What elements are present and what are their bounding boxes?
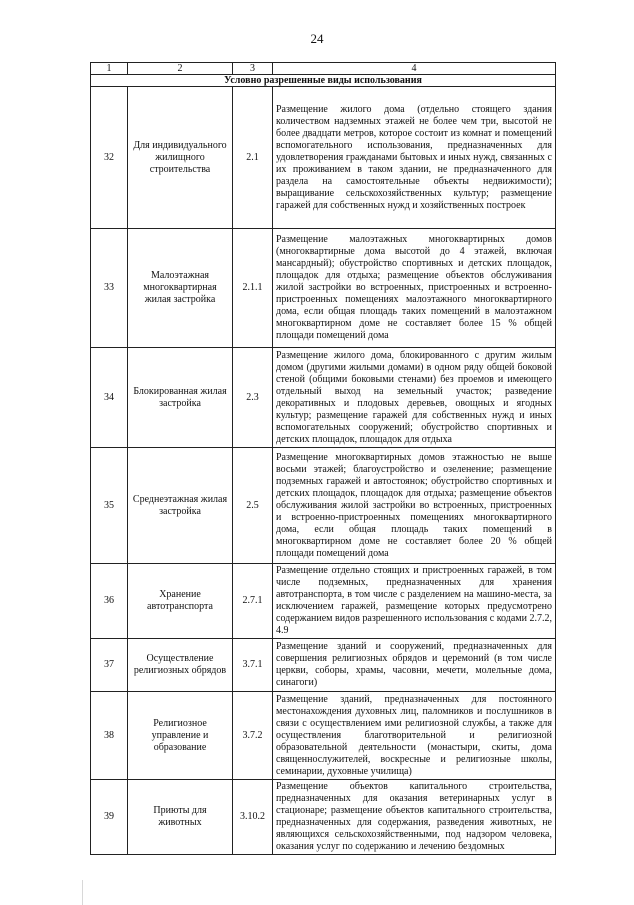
table-row (91, 87, 556, 229)
row-number: 36 (91, 564, 128, 639)
table-row (91, 448, 556, 564)
row-number: 33 (91, 229, 128, 348)
row-number: 32 (91, 87, 128, 229)
use-code: 2.1 (233, 87, 273, 229)
use-name: Приюты для животных (128, 780, 233, 855)
use-description: Размещение отдельно стоящих и пристроенных гаражей, в том числе подземных, предназначенных для хранения автотранспорта, в том числе с разделением на машино-места, за исключением гаражей, размещение которых предусмотрено содержанием видов разрешенного использования с кодами 2.7.2, 4.9 (273, 564, 556, 639)
table-row (91, 229, 556, 348)
scan-artifact-line (82, 880, 83, 905)
use-code: 3.7.2 (233, 692, 273, 780)
use-code: 2.7.1 (233, 564, 273, 639)
use-name: Блокированная жилая застройка (128, 348, 233, 448)
land-use-table (90, 62, 556, 855)
use-name: Для индивидуального жилищного строительства (128, 87, 233, 229)
use-code: 2.1.1 (233, 229, 273, 348)
use-description: Размещение зданий, предназначенных для постоянного местонахождения духовных лиц, паломников и послушников в связи с осуществлением ими религиозной службы, а также для осуществления благотворительной и религиозной образовательной деятельности (монастыри, скиты, дома священнослужителей, воскресные и религиозные школы, семинарии, духовные училища) (273, 692, 556, 780)
table-row (91, 639, 556, 692)
column-number: 2 (128, 63, 233, 75)
table-row (91, 692, 556, 780)
table-row (91, 348, 556, 448)
use-code: 2.5 (233, 448, 273, 564)
use-name: Хранение автотранспорта (128, 564, 233, 639)
section-header-row (91, 75, 556, 87)
use-description: Размещение жилого дома, блокированного с другим жилым домом (другими жилыми домами) в одном ряду общей боковой стеной (общими боковыми стенами) без проемов и имеющего отдельный выход на земельный участок; разведение декоративных и плодовых деревьев, овощных и ягодных культур; размещение гаражей для собственных нужд и иных вспомогательных сооружений; обустройство спортивных и детских площадок, площадок для отдыха (273, 348, 556, 448)
use-description: Размещение многоквартирных домов этажностью не выше восьми этажей; благоустройство и озеленение; размещение подземных гаражей и автостоянок; обустройство спортивных и детских площадок, площадок для отдыха; размещение объектов обслуживания жилой застройки во встроенных, пристроенных и встроенно-пристроенных помещениях многоквартирного дома, если общая площадь таких помещений в многоквартирном доме не составляет более 20 % общей площади помещений дома (273, 448, 556, 564)
column-number: 1 (91, 63, 128, 75)
column-number-row (91, 63, 556, 75)
use-code: 2.3 (233, 348, 273, 448)
column-number: 4 (273, 63, 556, 75)
row-number: 38 (91, 692, 128, 780)
use-description: Размещение объектов капитального строительства, предназначенных для оказания ветеринарных услуг в стационаре; размещение объектов капитального строительства, предназначенных для содержания, разведения животных, не являющихся сельскохозяйственными, под надзором человека, оказания услуг по содержанию и лечению бездомных (273, 780, 556, 855)
use-code: 3.7.1 (233, 639, 273, 692)
row-number: 37 (91, 639, 128, 692)
use-code: 3.10.2 (233, 780, 273, 855)
use-name: Осуществление религиозных обрядов (128, 639, 233, 692)
use-name: Религиозное управление и образование (128, 692, 233, 780)
page-number: 24 (310, 31, 324, 46)
use-name: Среднеэтажная жилая застройка (128, 448, 233, 564)
row-number: 34 (91, 348, 128, 448)
row-number: 35 (91, 448, 128, 564)
row-number: 39 (91, 780, 128, 855)
section-title: Условно разрешенные виды использования (91, 75, 556, 87)
table-row (91, 780, 556, 855)
column-number: 3 (233, 63, 273, 75)
use-name: Малоэтажная многоквартирная жилая застройка (128, 229, 233, 348)
use-description: Размещение жилого дома (отдельно стоящего здания количеством надземных этажей не более чем три, высотой не более двадцати метров, которое состоит из комнат и помещений вспомогательного использования, предназначенных для удовлетворения гражданами бытовых и иных нужд, связанных с их проживанием в таком здании, не предназначенного для раздела на самостоятельные объекты недвижимости); выращивание сельскохозяйственных культур; размещение гаражей для собственных нужд и хозяйственных построек (273, 87, 556, 229)
use-description: Размещение зданий и сооружений, предназначенных для совершения религиозных обрядов и церемоний (в том числе церкви, соборы, храмы, часовни, мечети, молельные дома, синагоги) (273, 639, 556, 692)
table-row (91, 564, 556, 639)
use-description: Размещение малоэтажных многоквартирных домов (многоквартирные дома высотой до 4 этажей, включая мансардный); обустройство спортивных и детских площадок, площадок для отдыха; размещение объектов обслуживания жилой застройки во встроенных, пристроенных и встроенно-пристроенных помещениях малоэтажного многоквартирного дома, если общая площадь таких помещений в малоэтажном многоквартирном доме не составляет более 15 % общей площади помещений дома (273, 229, 556, 348)
